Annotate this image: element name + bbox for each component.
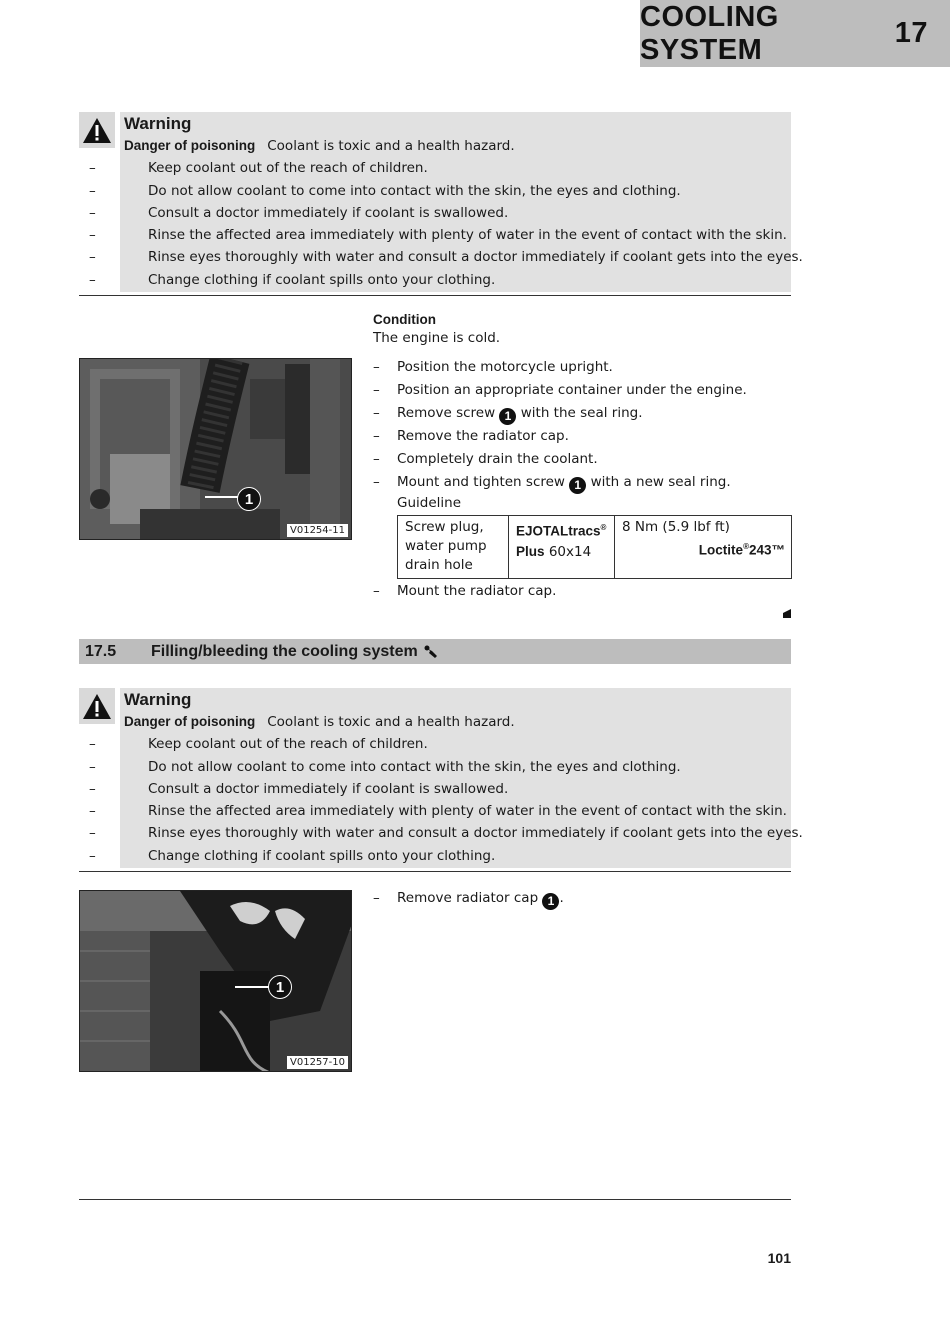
warning-title: Warning	[124, 114, 192, 133]
step: – Remove radiator cap 1 .	[373, 890, 564, 908]
warning-item: – Do not allow coolant to come into contact with the skin, the eyes and clothing.	[124, 756, 791, 778]
divider	[79, 871, 791, 872]
step: – Remove screw 1 with the seal ring.	[373, 405, 643, 423]
condition-title: Condition	[373, 312, 436, 327]
fill-procedure	[373, 886, 793, 910]
callout-1: 1	[542, 893, 559, 910]
chapter-number: 17	[894, 17, 928, 49]
danger-text: Coolant is toxic and a health hazard.	[267, 138, 515, 154]
chapter-title: COOLING SYSTEM	[640, 0, 779, 66]
spec-torque: 8 Nm (5.9 lbf ft) Loctite®243™	[615, 516, 792, 579]
section-heading	[79, 639, 791, 664]
warning-item: – Rinse the affected area immediately with plenty of water in the event of contact with the skin.	[124, 800, 791, 822]
section-number: 17.5	[85, 642, 117, 660]
danger-label: Danger of poisoning	[124, 138, 256, 153]
step: – Position an appropriate container under the engine.	[373, 381, 747, 398]
callout-1: 1	[499, 408, 516, 425]
callout-1: 1	[237, 487, 261, 511]
drain-procedure	[373, 311, 793, 513]
warning-item: – Change clothing if coolant spills onto your clothing.	[124, 269, 791, 291]
step: – Mount and tighten screw 1 with a new seal ring.	[373, 474, 731, 492]
danger-line	[124, 711, 791, 733]
warning-panel	[120, 112, 803, 292]
danger-line	[124, 135, 791, 157]
warning-item: – Do not allow coolant to come into contact with the skin, the eyes and clothing.	[124, 180, 791, 202]
warning-icon-box	[79, 688, 115, 724]
warning-item: – Rinse eyes thoroughly with water and consult a doctor immediately if coolant gets into the eyes.	[124, 822, 791, 844]
danger-label: Danger of poisoning	[124, 714, 256, 729]
step: – Position the motorcycle upright.	[373, 359, 613, 375]
callout-1: 1	[569, 477, 586, 494]
callout-1: 1	[268, 975, 292, 999]
end-of-section-icon	[783, 609, 791, 618]
warning-box-drain	[79, 112, 803, 292]
page-number: 101	[767, 1250, 791, 1266]
photo-code: V01257-10	[287, 1056, 348, 1069]
warning-box-fill	[79, 688, 803, 868]
warning-triangle-icon	[82, 117, 112, 144]
section-title: Filling/bleeding the cooling system	[151, 642, 418, 660]
warning-item: – Rinse the affected area immediately with plenty of water in the event of contact with the skin.	[124, 224, 791, 246]
wrench-icon	[424, 645, 438, 659]
warning-item: – Consult a doctor immediately if coolant is swallowed.	[124, 778, 791, 800]
danger-text: Coolant is toxic and a health hazard.	[267, 714, 515, 730]
warning-item: – Consult a doctor immediately if coolant is swallowed.	[124, 202, 791, 224]
chapter-header	[640, 0, 950, 67]
warning-icon-box	[79, 112, 115, 148]
warning-item: – Keep coolant out of the reach of children.	[124, 157, 791, 179]
drain-last-step	[373, 580, 793, 603]
warning-title: Warning	[124, 690, 192, 709]
step: – Mount the radiator cap.	[373, 583, 557, 599]
engine-photo-illustration	[80, 359, 352, 540]
photo-code: V01254-11	[287, 524, 348, 537]
warning-item: – Keep coolant out of the reach of children.	[124, 733, 791, 755]
guideline-label: Guideline	[397, 495, 462, 511]
drain-screw-photo	[79, 358, 352, 540]
divider	[79, 295, 791, 296]
radiator-cap-photo	[79, 890, 352, 1072]
torque-spec-table	[397, 515, 792, 579]
warning-item: – Change clothing if coolant spills onto your clothing.	[124, 845, 791, 867]
step: – Remove the radiator cap.	[373, 428, 569, 444]
spec-part: Screw plug, water pump drain hole	[398, 516, 509, 579]
spec-thread: EJOTALtracs® Plus 60x14	[509, 516, 615, 579]
warning-panel	[120, 688, 803, 868]
radiator-photo-illustration	[80, 891, 352, 1072]
condition-text: The engine is cold.	[373, 330, 501, 346]
warning-triangle-icon	[82, 693, 112, 720]
step: – Completely drain the coolant.	[373, 450, 598, 467]
footer-divider	[79, 1199, 791, 1200]
warning-item: – Rinse eyes thoroughly with water and consult a doctor immediately if coolant gets into the eyes.	[124, 246, 791, 268]
